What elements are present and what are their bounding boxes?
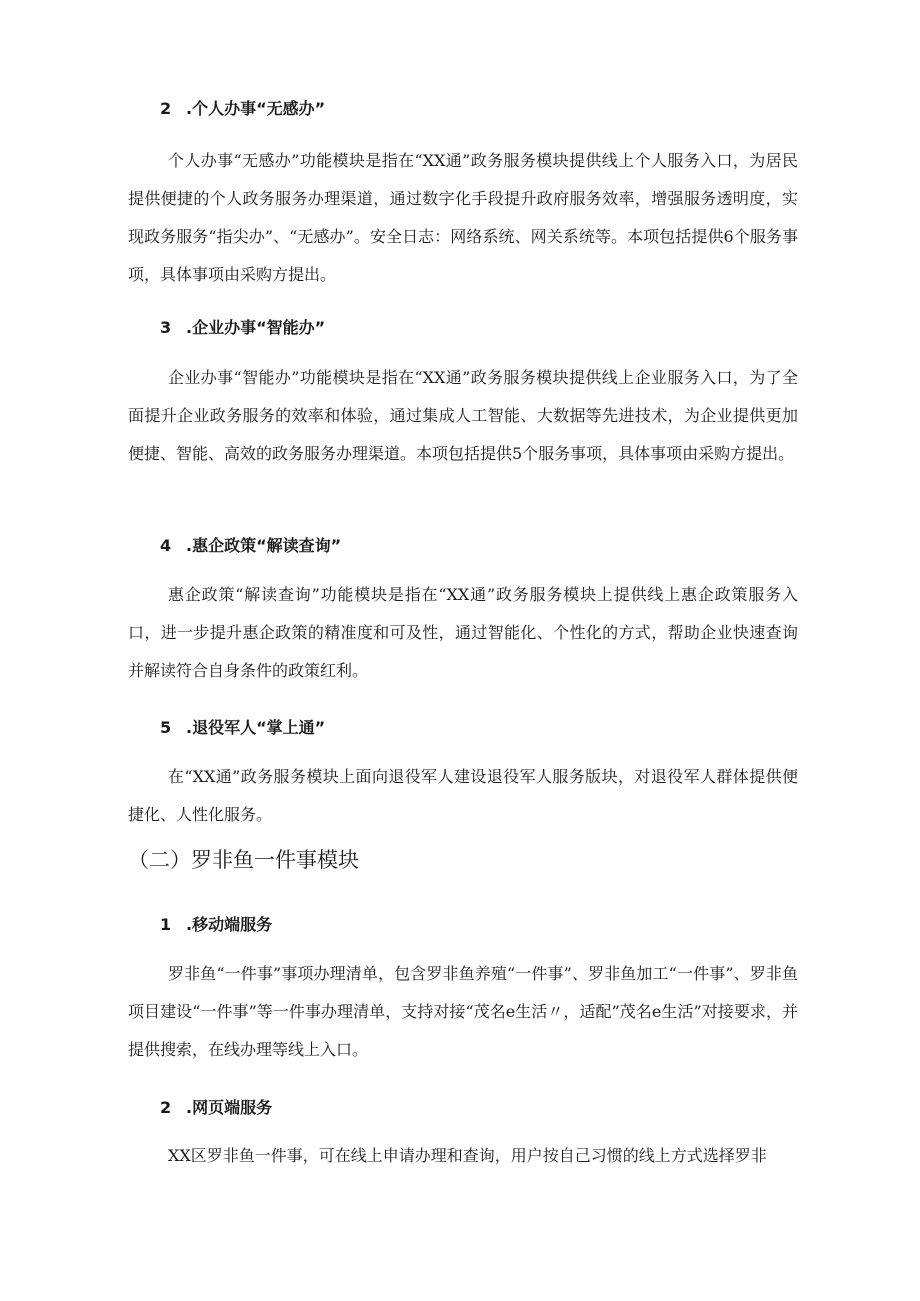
paragraph-veterans: 在“XX通”政务服务模块上面向退役军人建设退役军人服务版块，对退役军人群体提供便捷化、人性化服务。 — [128, 767, 798, 824]
heading-number: 2 — [160, 1098, 172, 1117]
heading-enterprise-affairs — [160, 317, 760, 339]
heading-title: .个人办事“无感办” — [186, 99, 326, 118]
heading-title: .惠企政策“解读查询” — [186, 536, 342, 555]
heading-number: 3 — [160, 318, 172, 337]
heading-number: 2 — [160, 99, 172, 118]
paragraph-enterprise-policy: 惠企政策“解读查询”功能模块是指在“XX通”政务服务模块上提供线上惠企政策服务入口，进一步提升惠企政策的精准度和可及性，通过智能化、个性化的方式，帮助企业快速查询并解读符合自身条件的政策红利。 — [128, 585, 798, 680]
heading-title: .退役军人“掌上通” — [186, 718, 326, 737]
heading-web-service — [160, 1097, 760, 1119]
heading-title: .移动端服务 — [186, 915, 273, 934]
heading-enterprise-policy — [160, 535, 760, 557]
paragraph-web-service: XX区罗非鱼一件事，可在线上申请办理和查询，用户按自己习惯的线上方式选择罗非 — [168, 1146, 767, 1165]
paragraph-personal-affairs: 个人办事“无感办”功能模块是指在“XX通”政务服务模块提供线上个人服务入口，为居民提供便捷的个人政务服务办理渠道，通过数字化手段提升政府服务效率，增强服务透明度，实现政务服务“指尖办”、“无感办”。安全日志：网络系统、网关系统等。本项包括提供6个服务事项，具体事项由采购方提出。 — [128, 151, 798, 284]
heading-title: .企业办事“智能办” — [186, 318, 326, 337]
heading-number: 1 — [160, 915, 172, 934]
heading-personal-affairs — [160, 98, 760, 120]
paragraph-mobile-service: 罗非鱼“一件事”事项办理清单，包含罗非鱼养殖“一件事”、罗非鱼加工“一件事”、罗非鱼项目建设“一件事”等一件事办理清单，支持对接“茂名e生活〃，适配”茂名e生活”对接要求，并提供搜索，在线办理等线上入口。 — [128, 964, 798, 1059]
heading-veterans — [160, 717, 760, 739]
heading-number: 5 — [160, 718, 172, 737]
paragraph-enterprise-affairs: 企业办事“智能办”功能模块是指在“XX通”政务服务模块提供线上企业服务入口，为了全面提升企业政务服务的效率和体验，通过集成人工智能、大数据等先进技术，为企业提供更加便捷、智能、高效的政务服务办理渠道。本项包括提供5个服务事项，具体事项由采购方提出。 — [128, 368, 798, 463]
section-title: （二）罗非鱼一件事模块 — [128, 848, 359, 872]
heading-number: 4 — [160, 536, 172, 555]
heading-title: .网页端服务 — [186, 1098, 273, 1117]
heading-mobile-service — [160, 914, 760, 936]
